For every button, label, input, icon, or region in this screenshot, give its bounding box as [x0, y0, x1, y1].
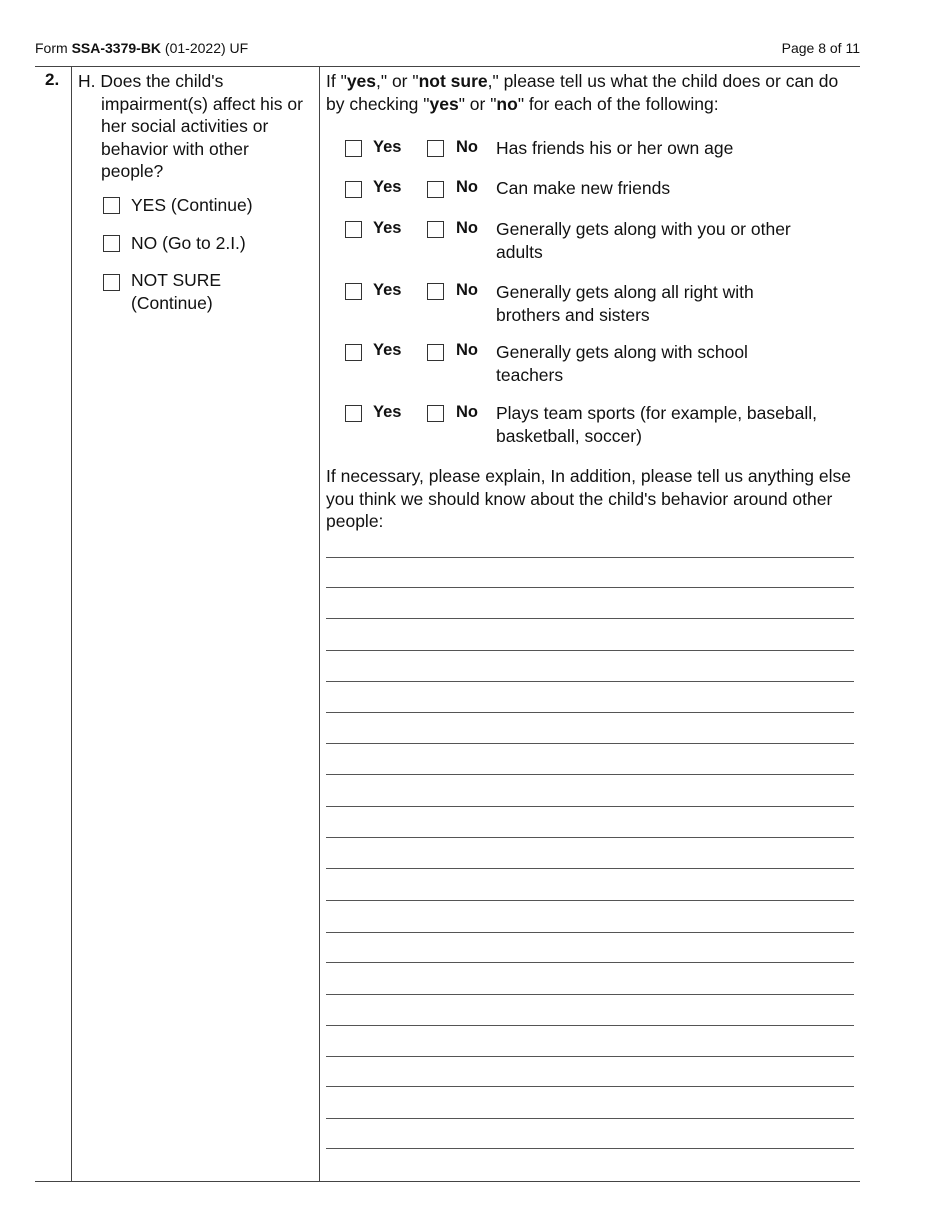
write-line[interactable] — [326, 900, 854, 901]
item-4-yes-label: Yes — [373, 281, 402, 299]
write-line[interactable] — [326, 1086, 854, 1087]
item-2-yes-checkbox[interactable] — [345, 181, 362, 198]
page-number: Page 8 of 11 — [781, 40, 860, 56]
question-text: H. Does the child's impairment(s) affect his or her social activities or behavior with other people? — [78, 71, 303, 181]
item-5-yes-label: Yes — [373, 341, 402, 359]
write-line[interactable] — [326, 712, 854, 713]
instructions-text: If "yes," or "not sure," please tell us what the child does or can do by checking "yes" or "no" for each of the following: — [326, 71, 839, 114]
item-4-text: Generally gets along all right with brothers and sisters — [496, 282, 754, 325]
item-2-text: Can make new friends — [496, 178, 671, 198]
item-6-no-checkbox[interactable] — [427, 405, 444, 422]
item-3-text: Generally gets along with you or other adults — [496, 219, 791, 262]
write-line[interactable] — [326, 1025, 854, 1026]
option-no-label: NO (Go to 2.I.) — [131, 233, 246, 253]
option-yes-label: YES (Continue) — [131, 195, 253, 215]
item-5-yes-checkbox[interactable] — [345, 344, 362, 361]
write-line[interactable] — [326, 806, 854, 807]
write-line[interactable] — [326, 962, 854, 963]
form-number: SSA-3379-BK — [71, 40, 162, 56]
write-line[interactable] — [326, 994, 854, 995]
item-3-no-label: No — [456, 219, 478, 237]
item-6-text: Plays team sports (for example, baseball, basketball, soccer) — [496, 403, 817, 446]
item-5-text: Generally gets along with school teachers — [496, 342, 748, 385]
write-line[interactable] — [326, 650, 854, 651]
column-divider-number — [71, 67, 72, 1181]
write-line[interactable] — [326, 743, 854, 744]
write-line[interactable] — [326, 587, 854, 588]
item-4-no-label: No — [456, 281, 478, 299]
option-not-sure-label: NOT SURE (Continue) — [131, 270, 222, 313]
bottom-rule — [35, 1181, 860, 1182]
explanation-prompt: If necessary, please explain, In addition, please tell us anything else you think we should know about the child's behavior around other people: — [326, 466, 851, 531]
write-line[interactable] — [326, 1148, 854, 1149]
item-2-no-checkbox[interactable] — [427, 181, 444, 198]
write-line[interactable] — [326, 837, 854, 838]
item-1-yes-label: Yes — [373, 138, 402, 156]
column-divider-question — [319, 67, 320, 1181]
item-1-no-label: No — [456, 138, 478, 156]
item-1-no-checkbox[interactable] — [427, 140, 444, 157]
item-3-no-checkbox[interactable] — [427, 221, 444, 238]
top-rule — [35, 66, 860, 67]
write-line[interactable] — [326, 557, 854, 558]
write-line[interactable] — [326, 681, 854, 682]
write-line[interactable] — [326, 1056, 854, 1057]
item-6-yes-label: Yes — [373, 403, 402, 421]
item-4-no-checkbox[interactable] — [427, 283, 444, 300]
item-3-yes-checkbox[interactable] — [345, 221, 362, 238]
item-5-no-label: No — [456, 341, 478, 359]
write-line[interactable] — [326, 618, 854, 619]
item-3-yes-label: Yes — [373, 219, 402, 237]
form-identifier: Form SSA-3379-BK (01-2022) UF — [35, 40, 249, 56]
item-5-no-checkbox[interactable] — [427, 344, 444, 361]
item-4-yes-checkbox[interactable] — [345, 283, 362, 300]
item-2-no-label: No — [456, 178, 478, 196]
item-2-yes-label: Yes — [373, 178, 402, 196]
write-line[interactable] — [326, 1118, 854, 1119]
option-no-checkbox[interactable] — [103, 235, 120, 252]
option-yes-checkbox[interactable] — [103, 197, 120, 214]
write-line[interactable] — [326, 868, 854, 869]
question-number: 2. — [45, 70, 60, 89]
item-6-yes-checkbox[interactable] — [345, 405, 362, 422]
option-not-sure-checkbox[interactable] — [103, 274, 120, 291]
item-1-text: Has friends his or her own age — [496, 138, 734, 158]
write-line[interactable] — [326, 932, 854, 933]
item-1-yes-checkbox[interactable] — [345, 140, 362, 157]
write-line[interactable] — [326, 774, 854, 775]
item-6-no-label: No — [456, 403, 478, 421]
